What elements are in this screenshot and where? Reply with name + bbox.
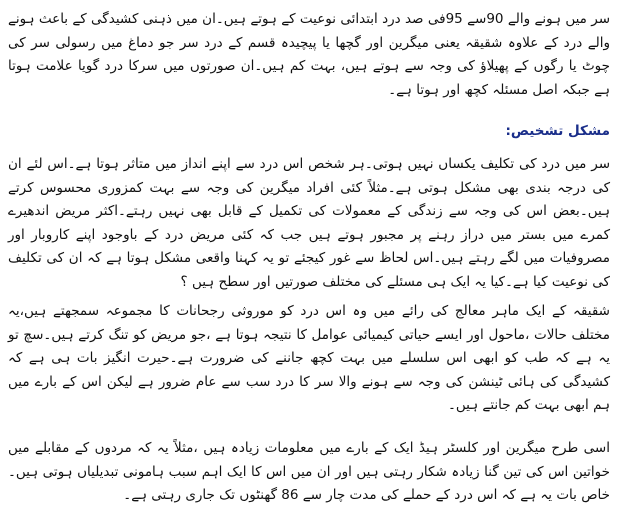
expert-opinion-paragraph: شقیقہ کے ایک ماہر معالج کی رائے میں وہ اس درد کو موروثی رجحانات کا مجموعہ سمجھتے ہیں،یہ مختلف حالات ،ماحول اور ایسے حیاتی کیمیائی عوامل کا نتیجہ ہوتا ہے ،جو مریض کو تنگ کرتے ہیں۔سچ تو یہ ہے کہ طب کو ابھی اس سلسلے میں بہت کچھ جاننے کی ضرورت ہے۔حیرت انگیز بات ہی ہے کہ کشیدگی کی ہائی ٹینشن کی وجہ سے ہونے والا سر کا درد سب سے عام ضرور ہے لیکن اس کے بارے میں ہم ابھی بہت کم جانتے ہیں۔	[8, 303, 610, 413]
diagnosis-paragraph: سر میں درد کی تکلیف یکساں نہیں ہوتی۔ہر شخص اس درد سے اپنے انداز میں متاثر ہوتا ہے۔اس لئے ان کی درجہ بندی بھی مشکل ہوتی ہے۔مثلاً کئی افراد میگرین کی وجہ سے بہت کمزوری محسوس کرتے ہیں۔بعض اس کی وجہ سے زندگی کے معمولات کی تکمیل کے قابل بھی نہیں رہتے۔اکثر مریض اندھیرے کمرے میں بستر میں دراز رہنے پر مجبور ہوتے ہیں جب کہ کئی مریض درد کے باوجود اپنے کاروبار اور مصروفیات میں لگے رہتے ہیں۔اس لحاظ سے غور کیجئے تو یہ کہنا واقعی مشکل ہوتا ہے کہ ان کی تکلیف کی نوعیت کیا ہے۔کیا یہ ایک ہی مسئلے کی مختلف صورتیں اور سطح ہیں ؟	[8, 156, 610, 290]
section-heading: مشکل تشخیص:	[505, 123, 610, 139]
intro-paragraph: سر میں ہونے والے 90سے 95فی صد درد ابتدائی نوعیت کے ہوتے ہیں۔ان میں ذہنی کشیدگی کے باعث ہونے والے درد کے علاوہ شقیقہ یعنی میگرین اور گچھا یا پیچیدہ قسم کے درد سر جو دماغ میں رسولی سر کی چوٹ یا رگوں کے پھیلاؤ کی وجہ سے ہوتے ہیں، بہت کم ہیں۔ان صورتوں میں سرکا درد گویا علامت ہوتا ہے جبکہ اصل مسئلہ کچھ اور ہوتا ہے۔	[8, 11, 611, 98]
cluster-headache-paragraph: اسی طرح میگرین اور کلسٹر ہیڈ ایک کے بارے میں معلومات زیادہ ہیں ،مثلاً یہ کہ مردوں کے مقابلے میں خواتین اس کی تین گنا زیادہ شکار رہتی ہیں اور ان میں اس کا ایک اہم سبب ہامونی تبدیلیاں ہوتی ہیں۔خاص بات یہ ہے کہ اس درد کے حملے کی مدت چار سے 86 گھنٹوں تک جاری رہتی ہے۔	[8, 440, 610, 503]
